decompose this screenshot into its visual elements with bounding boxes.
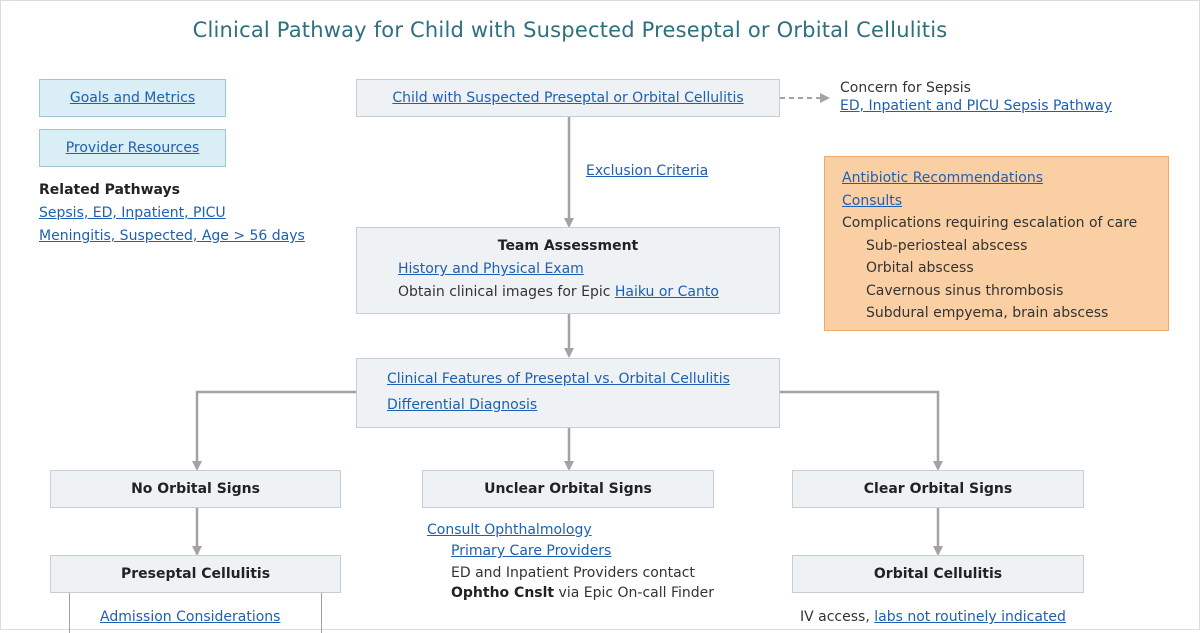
complications-heading: Complications requiring escalation of care [842,215,1138,231]
unclear-orbital-signs-label: Unclear Orbital Signs [484,481,652,497]
team-assessment-box [356,227,780,314]
ophtho-consult-text [451,582,714,604]
no-orbital-signs-box [50,470,341,508]
obtain-images-label: Obtain clinical images for Epic [398,284,615,300]
goals-metrics-link[interactable]: Goals and Metrics [69,90,196,106]
complication-item: Subdural empyema, brain abscess [866,305,1109,321]
preseptal-cellulitis-box [50,555,341,593]
antibiotic-link[interactable]: Antibiotic Recommendations [842,170,1044,186]
ed-providers-text: ED and Inpatient Providers contact [451,565,695,581]
related-pathways-heading: Related Pathways [39,182,181,198]
exclusion-criteria-link[interactable]: Exclusion Criteria [586,163,709,179]
arrow-features-to-clear [778,392,938,469]
no-orbital-signs-label: No Orbital Signs [131,481,260,497]
clear-orbital-signs-box [792,470,1084,508]
arrow-features-to-no [197,392,357,469]
start-box[interactable] [356,79,780,117]
team-assessment-title: Team Assessment [497,238,639,254]
haiku-canto-link[interactable]: Haiku or Canto [614,284,719,300]
clear-orbital-signs-label: Clear Orbital Signs [863,481,1013,497]
obtain-images-text [398,281,719,303]
page-title: Clinical Pathway for Child with Suspected Preseptal or Orbital Cellulitis [192,18,948,42]
clinical-features-box [356,358,780,428]
admission-considerations-link[interactable]: Admission Considerations [100,609,281,625]
orbital-cellulitis-box [792,555,1084,593]
labs-link[interactable]: labs not routinely indicated [874,609,1066,625]
complication-item: Sub-periosteal abscess [866,237,1028,254]
related-link-meningitis[interactable]: Meningitis, Suspected, Age > 56 days [39,228,305,244]
consults-link[interactable]: Consults [842,192,903,209]
differential-diagnosis-link[interactable]: Differential Diagnosis [387,397,538,413]
history-exam-link[interactable]: History and Physical Exam [398,261,584,277]
consult-ophthalmology-link[interactable]: Consult Ophthalmology [427,522,592,538]
ophtho-cnslt-label: Ophtho Cnslt [451,585,555,601]
clinical-features-link[interactable]: Clinical Features of Preseptal vs. Orbital Cellulitis [387,371,730,387]
primary-care-link[interactable]: Primary Care Providers [451,543,612,559]
unclear-orbital-signs-box [422,470,714,508]
recommendations-box [824,156,1169,331]
goals-metrics-box[interactable] [39,79,226,117]
iv-access-text [800,606,1066,628]
sepsis-concern-text: Concern for Sepsis [840,80,971,96]
start-box-link[interactable]: Child with Suspected Preseptal or Orbital Cellulitis [392,90,744,106]
related-link-sepsis[interactable]: Sepsis, ED, Inpatient, PICU [39,205,226,221]
complication-item: Cavernous sinus thrombosis [866,282,1064,299]
on-call-finder-label: via Epic On-call Finder [554,585,715,601]
complication-item: Orbital abscess [866,260,974,276]
provider-resources-link[interactable]: Provider Resources [65,140,200,156]
orbital-cellulitis-label: Orbital Cellulitis [873,566,1003,582]
iv-access-label: IV access, [800,609,875,625]
preseptal-cellulitis-label: Preseptal Cellulitis [120,566,271,582]
sepsis-pathway-link[interactable]: ED, Inpatient and PICU Sepsis Pathway [840,98,1113,114]
provider-resources-box[interactable] [39,129,226,167]
